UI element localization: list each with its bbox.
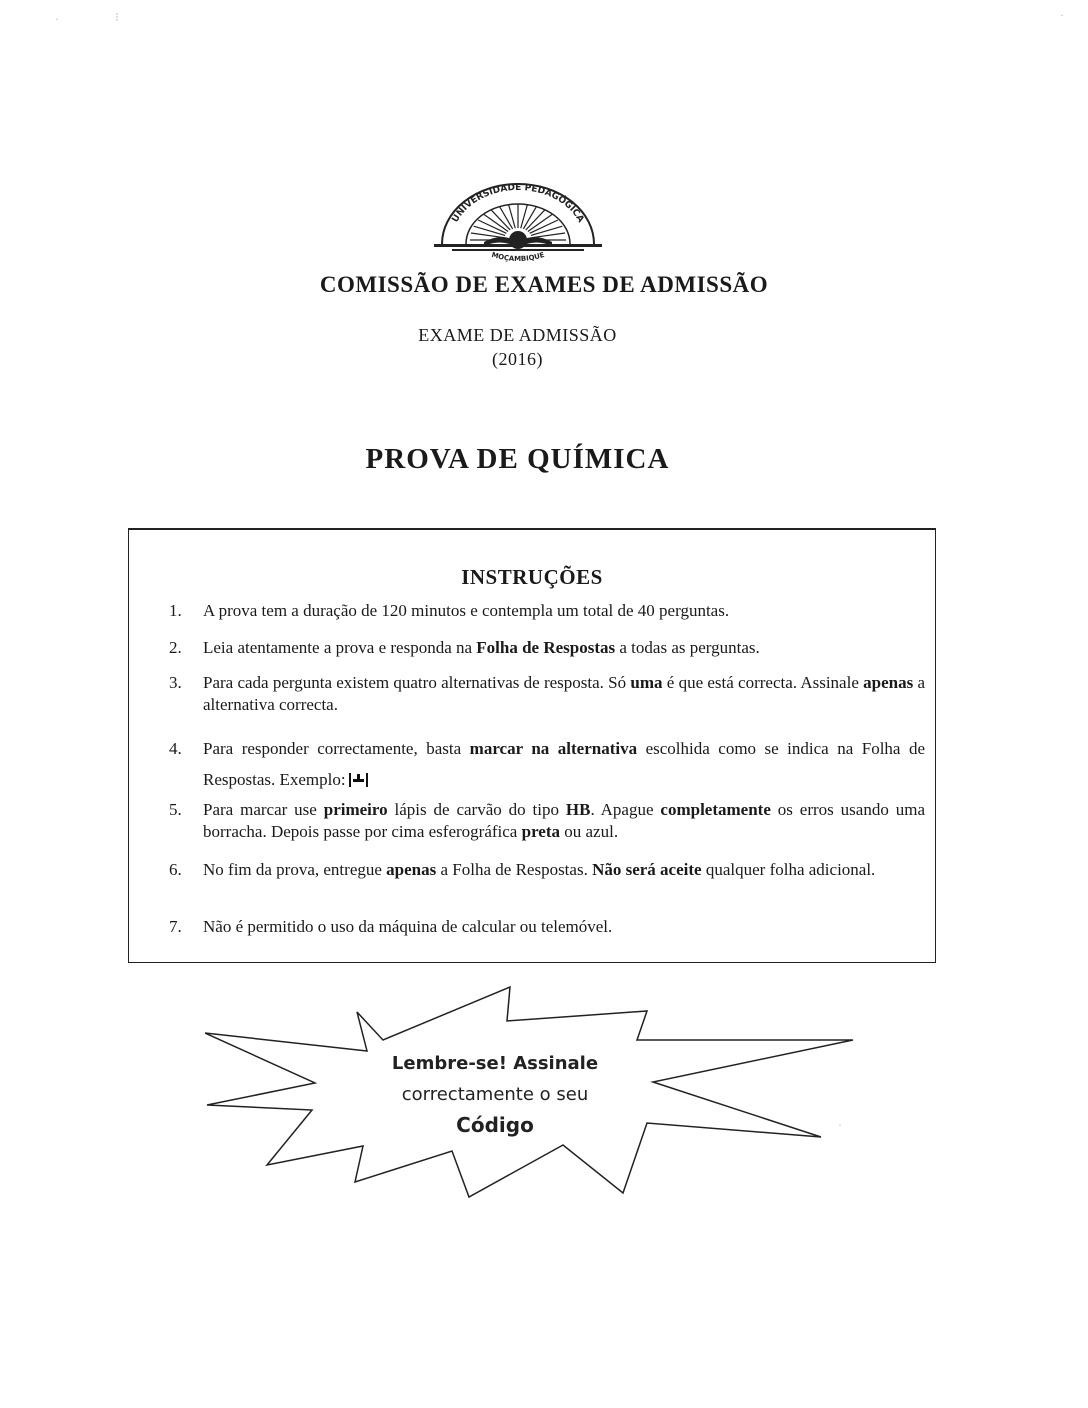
exam-year: (2016) <box>492 349 543 369</box>
instruction-segment: Para marcar use <box>203 800 324 819</box>
instruction-emphasis: completamente <box>660 800 771 819</box>
instruction-segment: Leia atentamente a prova e responda na <box>203 638 477 657</box>
university-seal-logo <box>432 180 604 276</box>
instruction-segment: . Apague <box>590 800 661 819</box>
instruction-item <box>169 799 925 843</box>
filled-bubble-example-icon <box>349 773 368 787</box>
instruction-text <box>203 733 925 795</box>
instruction-segment: é que está correcta. Assinale <box>662 673 864 692</box>
instruction-emphasis: apenas <box>386 860 437 879</box>
instruction-item <box>169 916 925 938</box>
instruction-number: 4. <box>169 739 182 758</box>
seal-arc-text: UNIVERSIDADE PEDAGÓGICA <box>450 182 586 225</box>
reminder-text <box>370 1048 620 1141</box>
instruction-item <box>169 600 925 622</box>
instruction-segment: Para cada pergunta existem quatro alternativas de resposta. Só <box>203 673 631 692</box>
instruction-emphasis: marcar na alternativa <box>469 739 638 758</box>
reminder-line-1: Lembre-se! Assinale <box>391 1053 599 1074</box>
instruction-segment: Não é permitido o uso da máquina de calcular ou telemóvel. <box>203 917 613 936</box>
instruction-number: 5. <box>169 800 182 819</box>
reminder-line-3: Código <box>456 1113 534 1137</box>
reminder-line-2: correctamente o seu <box>401 1084 589 1105</box>
instruction-number: 1. <box>169 601 182 620</box>
scan-speck: ⁝ <box>115 10 119 24</box>
instruction-emphasis: HB <box>565 800 591 819</box>
instruction-number: 2. <box>169 638 182 657</box>
instruction-text <box>203 916 925 938</box>
instruction-emphasis: primeiro <box>323 800 388 819</box>
instructions-box <box>128 528 936 963</box>
instruction-text <box>203 600 925 622</box>
scan-speck: · <box>55 12 59 26</box>
instruction-segment: a todas as perguntas. <box>615 638 760 657</box>
instruction-segment: A prova tem a duração de 120 minutos e contempla um total de 40 perguntas. <box>203 601 730 620</box>
subject-title: PROVA DE QUÍMICA <box>365 443 670 475</box>
instruction-segment: a alternativa correcta. <box>203 673 926 714</box>
instruction-emphasis: preta <box>521 822 561 841</box>
instruction-segment: qualquer folha adicional. <box>701 860 876 879</box>
instruction-number: 3. <box>169 673 182 692</box>
instruction-item <box>169 637 925 659</box>
instruction-number: 6. <box>169 860 182 879</box>
instruction-item <box>169 672 925 716</box>
instruction-item <box>169 859 925 881</box>
instruction-emphasis: uma <box>630 673 663 692</box>
instruction-segment: No fim da prova, entregue <box>203 860 387 879</box>
instruction-segment: lápis de carvão do tipo <box>387 800 566 819</box>
instruction-text <box>203 672 925 716</box>
seal-base-text: MOÇAMBIQUE <box>490 250 546 264</box>
exam-title: EXAME DE ADMISSÃO <box>418 325 617 345</box>
scan-speck: · <box>1060 8 1064 22</box>
instruction-segment: os erros usando uma borracha. Depois passe por cima esferográfica <box>203 800 925 841</box>
instruction-emphasis: Folha de Respostas <box>476 638 616 657</box>
instruction-item <box>169 733 925 795</box>
instruction-emphasis: Não será aceite <box>592 860 702 879</box>
exam-subtitle <box>0 323 1035 371</box>
scan-speck: · <box>838 1118 842 1132</box>
instruction-text <box>203 637 925 659</box>
instruction-segment: ou azul. <box>560 822 619 841</box>
commission-title: COMISSÃO DE EXAMES DE ADMISSÃO <box>319 272 769 297</box>
instruction-segment: escolhida como se indica na Folha de Respostas. Exemplo: <box>203 739 926 789</box>
instruction-segment: a Folha de Respostas. <box>436 860 593 879</box>
instruction-emphasis: apenas <box>863 673 914 692</box>
instruction-text <box>203 859 925 881</box>
instruction-segment: Para responder correctamente, basta <box>203 739 470 758</box>
instruction-number: 7. <box>169 917 182 936</box>
instruction-text <box>203 799 925 843</box>
instructions-title: INSTRUÇÕES <box>461 565 603 589</box>
